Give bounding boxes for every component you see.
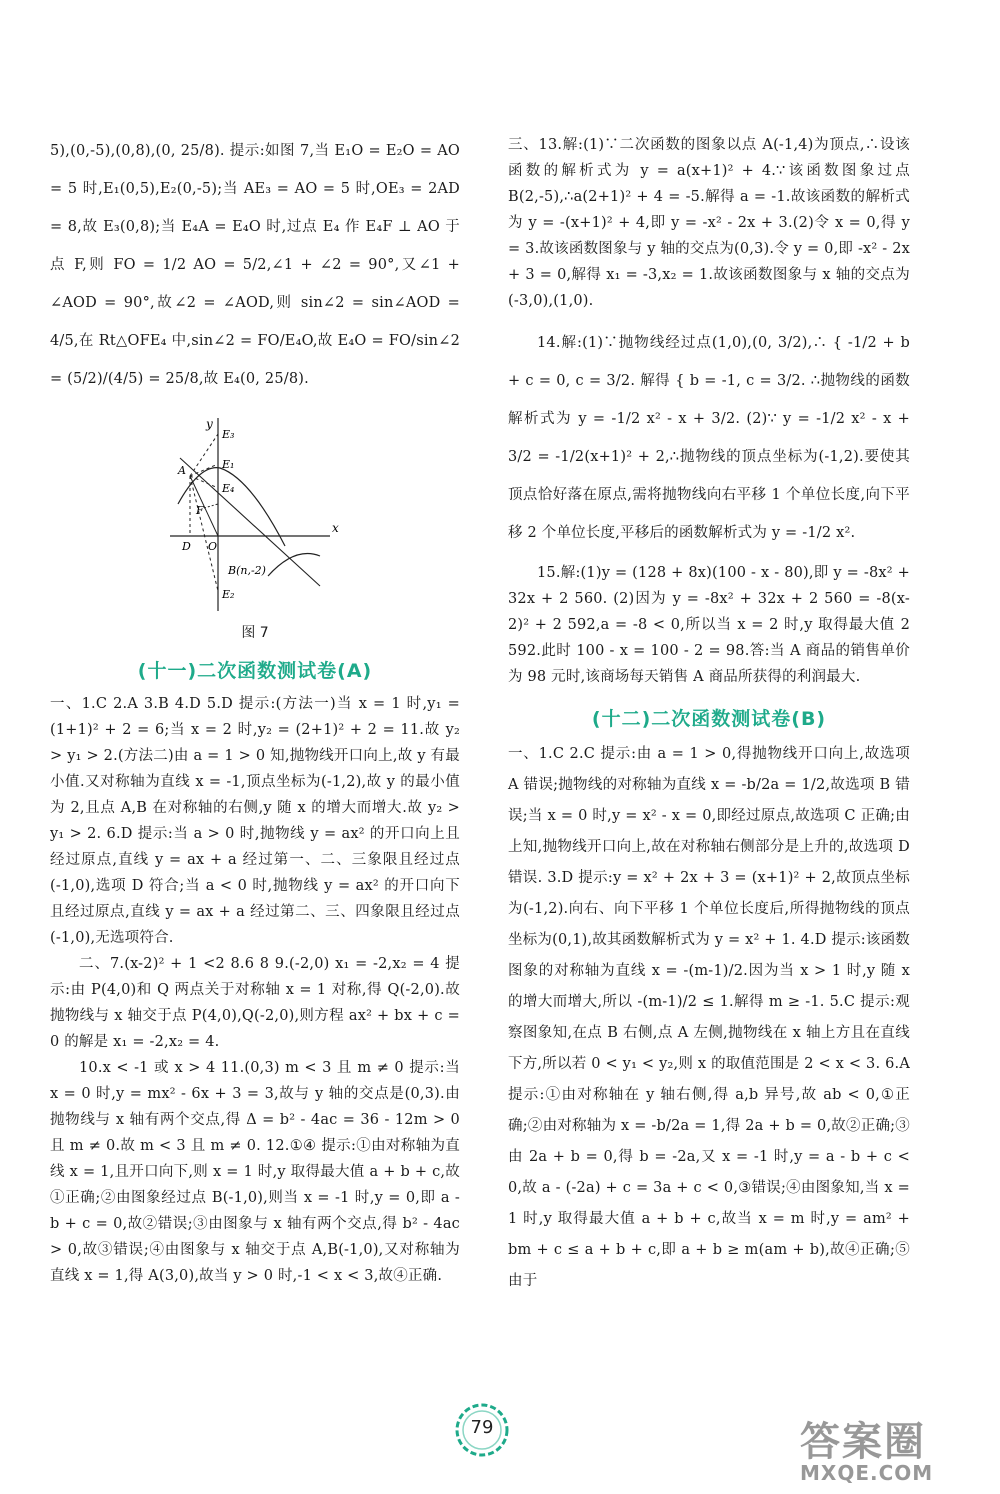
- figure-caption: 图 7: [241, 625, 269, 641]
- paragraph-e4-solution: 5),(0,-5),(0,8),(0, 25/8). 提示:如图 7,当 E₁O = E₂O = AO = 5 时,E₁(0,5),E₂(0,-5);当 AE₃ = AO = 5 时,OE₃ = 2AD = 8,故 E₃(0,8);当 E₄A = E₄O 时,过点 E₄ 作 E₄F ⊥ AO 于点 F,则 FO = 1/2 AO = 5/2,∠1 + ∠2 = 90°,又∠1 + ∠AOD = 90°,故∠2 = ∠AOD,则 sin∠2 = sin∠AOD = 4/5,在 Rt△OFE₄ 中,sin∠2 = FO/E₄O,故 E₄O = FO/sin∠2 = (5/2)/(4/5) = 25/8,故 E₄(0, 25/8).: [50, 143, 460, 387]
- problem-15: 15.解:(1)y = (128 + 8x)(100 - x - 80),即 y = -8x² + 32x + 2 560. (2)因为 y = -8x² + 32x + 2 560 = -8(x-2)² + 2 592,a = -8 < 0,所以当 x = 2 时,y 取得最大值 2 592.此时 100 - x = 100 - 2 = 98.答:当 A 商品的销售单价为 98 元时,该商场每天销售 A 商品所获得的利润最大.: [508, 565, 910, 685]
- dash-a-e2: [190, 476, 218, 591]
- section-12-title: (十二)二次函数测试卷(B): [591, 708, 827, 730]
- label-f: F: [196, 504, 204, 517]
- segment-a-o: [190, 476, 218, 536]
- label-e4: E₄: [222, 482, 235, 495]
- dash-a-e3: [190, 434, 218, 476]
- problem-14: 14.解:(1)∵抛物线经过点(1,0),(0, 3/2),∴ { -1/2 + b + c = 0, c = 3/2. 解得 { b = -1, c = 3/2. ∴抛物线的函数解析式为 y = -1/2 x² - x + 3/2. (2)∵ y = -1/2 x² - x + 3/2 = -1/2(x+1)² + 2,∴抛物线的顶点坐标为(-1,2).要使其顶点恰好落在原点,需将抛物线向右平移 1 个单位长度,向下平移 2 个单位长度,平移后的函数解析式为 y = -1/2 x².: [508, 335, 910, 541]
- section-11-part-2: 二、7.(x-2)² + 1 <2 8.6 8 9.(-2,0) x₁ = -2,x₂ = 4 提示:由 P(4,0)和 Q 两点关于对称轴 x = 1 对称,得 Q(-2,0).故抛物线与 x 轴交于点 P(4,0),Q(-2,0),则方程 ax² + bx + c = 0 的解是 x₁ = -2,x₂ = 4.: [50, 956, 460, 1050]
- label-d: D: [182, 540, 191, 553]
- label-e2: E₂: [222, 588, 235, 601]
- section-11-part-1: 一、1.C 2.A 3.B 4.D 5.D 提示:(方法一)当 x = 1 时,y₁ = (1+1)² + 2 = 6;当 x = 2 时,y₂ = (2+1)² + 2 = 11.故 y₂ > y₁ > 2.(方法二)由 a = 1 > 0 知,抛物线开口向上,故 y 有最小值.又对称轴为直线 x = -1,顶点坐标为(-1,2),故 y 的最小值为 2,且点 A,B 在对称轴的右侧,y 随 x 的增大而增大.故 y₂ > y₁ > 2. 6.D 提示:当 a > 0 时,抛物线 y = ax² 的开口向上且经过原点,直线 y = ax + a 经过第一、二、三象限且经过点(-1,0),选项 D 符合;当 a < 0 时,抛物线 y = ax² 的开口向下且经过原点,直线 y = ax + a 经过第二、三、四象限且经过点(-1,0),无选项符合.: [50, 696, 460, 946]
- label-x: x: [332, 521, 339, 535]
- parabola-diagram: [160, 416, 360, 616]
- label-e3: E₃: [222, 428, 235, 441]
- section-11-title: (十一)二次函数测试卷(A): [137, 660, 373, 682]
- left-column: [50, 132, 460, 1289]
- label-a: A: [178, 464, 186, 477]
- watermark-en: MXQE.COM: [800, 1461, 934, 1485]
- label-y: y: [206, 417, 213, 431]
- page-number: 79: [470, 1417, 494, 1438]
- parabola-right: [268, 554, 320, 577]
- parabola-left: [178, 468, 285, 546]
- section-12-part-1: 一、1.C 2.C 提示:由 a = 1 > 0,得抛物线开口向上,故选项 A 错误;抛物线的对称轴为直线 x = -b/2a = 1/2,故选项 B 错误;当 x = 0 时,y = x² - x = 0,即经过原点,故选项 C 正确;由上知,抛物线开口向上,故在对称轴右侧部分是上升的,故选项 D 错误. 3.D 提示:y = x² + 2x + 3 = (x+1)² + 2,故顶点坐标为(-1,2).向右、向下平移 1 个单位长度后,所得抛物线的顶点坐标为(0,1),故其函数解析式为 y = x² + 1. 4.D 提示:该函数图象的对称轴为直线 x = -(m-1)/2.因为当 x > 1 时,y 随 x 的增大而增大,所以 -(m-1)/2 ≤ 1.解得 m ≥ -1. 5.C 提示:观察图象知,在点 B 右侧,点 A 左侧,抛物线在 x 轴上方且在直线下方,所以若 0 < y₁ < y₂,则 x 的取值范围是 2 < x < 3. 6.A 提示:①由对称轴在 y 轴右侧,得 a,b 异号,故 ab < 0,①正确;②由对称轴为 x = -b/2a = 1,得 2a + b = 0,故②正确;③由 2a + b = 0,得 b = -2a,又 x = -1 时,y = a - b + c < 0,故 a - (-2a) + c = 3a + c < 0,③错误;④由图象知,当 x = 1 时,y 取得最大值 a + b + c,故当 x = m 时,y = am² + bm + c ≤ a + b + c,即 a + b ≥ m(am + b),故④正确;⑤由于: [508, 746, 910, 1289]
- label-e1: E₁: [222, 458, 235, 471]
- dash-f-e4: [204, 504, 218, 508]
- label-o: O: [208, 540, 218, 553]
- right-column: [508, 132, 910, 1297]
- dash-a-e4: [190, 476, 218, 488]
- watermark-logo: [800, 1410, 990, 1490]
- section-11-part-3: 10.x < -1 或 x > 4 11.(0,3) m < 3 且 m ≠ 0 提示:当 x = 0 时,y = mx² - 6x + 3 = 3,故与 y 轴的交点是(0,3).由抛物线与 x 轴有两个交点,得 Δ = b² - 4ac = 36 - 12m > 0 且 m ≠ 0.故 m < 3 且 m ≠ 0. 12.①④ 提示:①由对称轴为直线 x = 1,且开口向下,则 x = 1 时,y 取得最大值 a + b + c,故①正确;②由图象经过点 B(-1,0),则当 x = -1 时,y = 0,即 a - b + c = 0,故②错误;③由图象与 x 轴有两个交点,得 b² - 4ac > 0,故③错误;④由图象与 x 轴交于点 A,B(-1,0),又对称轴为直线 x = 1,得 A(3,0),故当 y > 0 时,-1 < x < 3,故④正确.: [50, 1060, 460, 1284]
- figure-7: [50, 416, 460, 616]
- label-b: B(n,-2): [228, 564, 266, 577]
- problem-13: 三、13.解:(1)∵二次函数的图象以点 A(-1,4)为顶点,∴设该函数的解析式为 y = a(x+1)² + 4.∵该函数图象过点 B(2,-5),∴a(2+1)² + 4 = -5.解得 a = -1.故该函数的解析式为 y = -(x+1)² + 4,即 y = -x² - 2x + 3.(2)令 x = 0,得 y = 3.故该函数图象与 y 轴的交点为(0,3).令 y = 0,即 -x² - 2x + 3 = 0,解得 x₁ = -3,x₂ = 1.故该函数图象与 x 轴的交点为(-3,0),(1,0).: [508, 137, 910, 309]
- watermark-cn: 答案圈: [800, 1419, 926, 1465]
- page-number-badge: [452, 1400, 512, 1460]
